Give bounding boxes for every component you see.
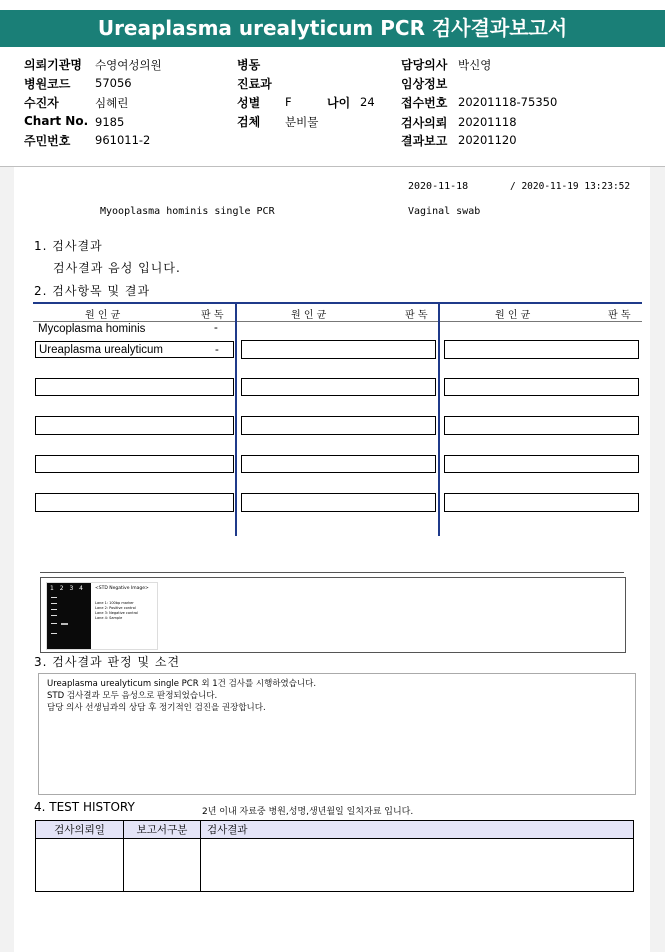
pathogen-2-cell xyxy=(35,341,234,358)
history-header-result: 검사결과 xyxy=(201,821,633,839)
section1-text: 검사결과 음성 입니다. xyxy=(53,261,181,275)
report-date-label: 결과보고 xyxy=(401,134,448,148)
specimen-value: 분비물 xyxy=(285,115,319,129)
dept-label: 진료과 xyxy=(237,77,272,91)
hospital-code-label: 병원코드 xyxy=(24,77,71,91)
comment-box xyxy=(38,673,636,795)
request-date-value: 20201118 xyxy=(458,115,517,129)
report-date-2: / 2020-11-19 13:23:52 xyxy=(510,181,631,192)
section3-title: 3. 검사결과 판정 및 소견 xyxy=(34,655,181,669)
receipt-no-label: 접수번호 xyxy=(401,96,448,110)
hospital-value: 수영여성의원 xyxy=(95,58,162,72)
report-date-1: 2020-11-18 xyxy=(408,181,469,192)
gel-lane-numbers: 1 2 3 4 xyxy=(50,585,85,592)
patient-info xyxy=(0,52,665,167)
empty-cell xyxy=(444,455,639,473)
empty-cell xyxy=(444,493,639,512)
history-col-divider-1 xyxy=(123,839,124,891)
gel-title: <STD Negative Image> xyxy=(95,586,149,591)
pathogen-2-name: Ureaplasma urealyticum xyxy=(39,344,163,356)
history-col-divider-2 xyxy=(200,839,201,891)
gel-lanes xyxy=(47,583,91,649)
ward-label: 병동 xyxy=(237,58,261,72)
empty-cell xyxy=(35,378,234,396)
doctor-value: 박신영 xyxy=(458,58,492,72)
comment-line-1: Ureaplasma urealyticum single PCR 외 1건 검사를 시행하였습니다. xyxy=(47,679,317,689)
history-table xyxy=(35,820,634,892)
empty-cell xyxy=(35,416,234,435)
report-title: Ureaplasma urealyticum PCR 검사결과보고서 xyxy=(0,10,665,47)
history-header-request-date: 검사의뢰일 xyxy=(36,821,124,839)
pathogen-1-result: - xyxy=(214,322,218,334)
comment-line-3: 담당 의사 선생님과의 상담 후 정기적인 검진을 권장합니다. xyxy=(47,703,266,713)
empty-cell xyxy=(444,378,639,396)
empty-cell xyxy=(241,416,436,435)
empty-cell xyxy=(444,416,639,435)
specimen-label: 검체 xyxy=(237,115,261,129)
resident-value: 961011-2 xyxy=(95,133,151,147)
request-date-label: 검사의뢰 xyxy=(401,116,448,130)
divider xyxy=(40,572,624,573)
section2-title: 2. 검사항목 및 결과 xyxy=(34,284,151,298)
empty-cell xyxy=(35,455,234,473)
hospital-label: 의뢰기관명 xyxy=(24,58,82,72)
gel-legend-4: Lane 4: Sample xyxy=(95,616,123,620)
chart-label: Chart No. xyxy=(24,114,89,128)
history-header-report-type: 보고서구분 xyxy=(124,821,201,839)
col-pathogen-3: 원 인 균 xyxy=(495,310,531,321)
sex-value: F xyxy=(285,95,292,109)
section1-title: 1. 검사결과 xyxy=(34,239,103,253)
report-date-value: 20201120 xyxy=(458,133,517,147)
sample-type: Vaginal swab xyxy=(408,206,481,217)
age-label: 나이 xyxy=(327,96,351,110)
patient-value: 심혜린 xyxy=(95,96,129,110)
section4-note: 2년 이내 자료중 병원,성명,생년월일 일치자료 입니다. xyxy=(202,807,414,817)
result-grid-header xyxy=(33,302,642,322)
col-result-3: 판 독 xyxy=(608,310,631,321)
empty-cell xyxy=(241,493,436,512)
gel-legend-2: Lane 2: Positive control xyxy=(95,606,136,610)
resident-label: 주민번호 xyxy=(24,134,71,148)
col-pathogen-2: 원 인 균 xyxy=(291,310,327,321)
hospital-code-value: 57056 xyxy=(95,76,132,90)
doctor-label: 담당의사 xyxy=(401,58,448,72)
grid-divider-2 xyxy=(438,302,440,536)
gel-legend-1: Lane 1: 100bp marker xyxy=(95,601,134,605)
patient-label: 수진자 xyxy=(24,96,59,110)
section4-title: 4. TEST HISTORY xyxy=(34,800,135,814)
col-result-2: 판 독 xyxy=(405,310,428,321)
comment-line-2: STD 검사결과 모두 음성으로 판정되었습니다. xyxy=(47,691,218,701)
receipt-no-value: 20201118-75350 xyxy=(458,95,558,109)
col-result-1: 판 독 xyxy=(201,310,224,321)
sex-label: 성별 xyxy=(237,96,261,110)
clinical-info-label: 임상정보 xyxy=(401,77,448,91)
empty-cell xyxy=(241,378,436,396)
gel-legend-3: Lane 3: Negative control xyxy=(95,611,139,615)
chart-value: 9185 xyxy=(95,115,125,129)
pathogen-2-result: - xyxy=(215,344,219,356)
empty-cell xyxy=(35,493,234,512)
test-name: Myooplasma hominis single PCR xyxy=(100,206,275,217)
col-pathogen-1: 원 인 균 xyxy=(85,310,121,321)
empty-cell xyxy=(241,455,436,473)
pathogen-1-name: Mycoplasma hominis xyxy=(38,323,146,335)
empty-cell xyxy=(241,340,436,359)
grid-divider-1 xyxy=(235,302,237,536)
gel-image xyxy=(46,582,158,650)
empty-cell xyxy=(444,340,639,359)
age-value: 24 xyxy=(360,95,375,109)
